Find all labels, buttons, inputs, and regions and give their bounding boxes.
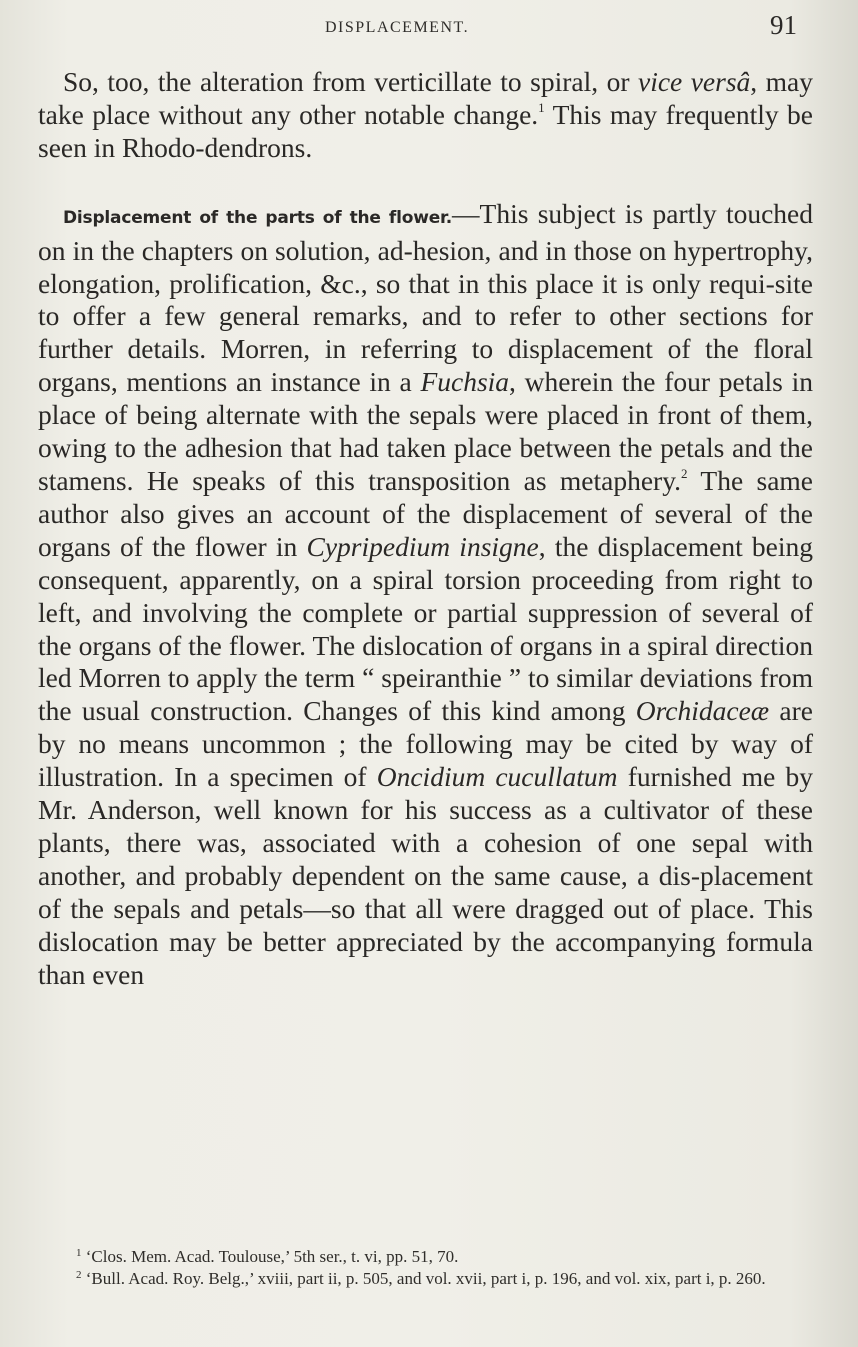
italic-cypripedium: Cypripedium insigne	[306, 530, 539, 562]
paragraph-2-text-d: , the displacement being consequent, apparently, on a spiral torsion proceeding from right to left, and involving the complete or partial suppression of several of the organs of the flower. The dislocation of organs in a spiral direction led Morren to apply the term “ speiranthie ” to similar deviations from the usual construction. Changes of this kind among	[38, 530, 814, 727]
running-head	[0, 10, 858, 42]
italic-orchidaceae: Orchidaceæ	[635, 695, 770, 727]
paragraph-2-text-a: —This subject is partly touched on in the chapters on solution, ad-hesion, and in those on hypertrophy, elongation, prolification, &c., so that in this place it is only requi-site to offer a few general remarks, and to refer to other sections for further details. Morren, in referring to displacement of the floral organs, mentions an instance in a	[38, 197, 813, 398]
italic-oncidium: Oncidium cucullatum	[376, 761, 618, 793]
paragraph-2-text-b: , wherein the four petals in place of being alternate with the sepals were placed in front of them, owing to the adhesion that had taken place between the petals and the stamens. He speaks of this transposition as metaphery.	[38, 366, 813, 496]
italic-fuchsia: Fuchsia	[420, 366, 510, 398]
paragraph-verticillate	[38, 66, 813, 165]
paragraph-2-text-c: The same author also gives an account of the displacement of several of the organs of the flower in	[38, 464, 813, 562]
paragraph-2-text-f: furnished me by Mr. Anderson, well known for his success as a cultivator of these plants, there was, associated with a cohesion of one sepal with another, and probably dependent on the same cause, a dis-placement of the sepals and petals—so that all were dragged out of place. This dislocation may be better appreciated by the accompanying formula than even	[38, 761, 813, 990]
footnote-2	[52, 1268, 808, 1290]
footnote-ref-2: 2	[681, 465, 688, 481]
footnote-1-marker: 1	[76, 1247, 82, 1259]
paragraph-1-text-c: This may frequently be seen in Rhodo-dendrons.	[38, 98, 813, 163]
page-number: 91	[770, 10, 797, 40]
footnotes	[52, 1246, 808, 1290]
section-heading: Displacement of the parts of the flower.	[63, 207, 453, 228]
italic-vice-versa: vice versâ	[637, 66, 751, 97]
paragraph-1-text-a: So, too, the alteration from verticillate to spiral, or	[63, 66, 638, 97]
paragraph-1-text-b: , may take place without any other notable change.	[38, 66, 813, 130]
paragraph-2-text-e: are by no means uncommon ; the following may be cited by way of illustration. In a specimen of	[38, 695, 813, 793]
paragraph-displacement	[38, 198, 813, 992]
footnote-1	[52, 1246, 808, 1268]
footnote-2-text: ‘Bull. Acad. Roy. Belg.,’ xviii, part ii, p. 505, and vol. xvii, part i, p. 196, and vol. xix, part i, p. 260.	[81, 1269, 766, 1288]
footnote-1-text: ‘Clos. Mem. Acad. Toulouse,’ 5th ser., t. vi, pp. 51, 70.	[81, 1247, 459, 1266]
body-text	[38, 66, 813, 991]
footnote-ref-1: 1	[538, 99, 545, 115]
footnote-2-marker: 2	[76, 1269, 82, 1281]
running-title: DISPLACEMENT.	[325, 19, 470, 36]
